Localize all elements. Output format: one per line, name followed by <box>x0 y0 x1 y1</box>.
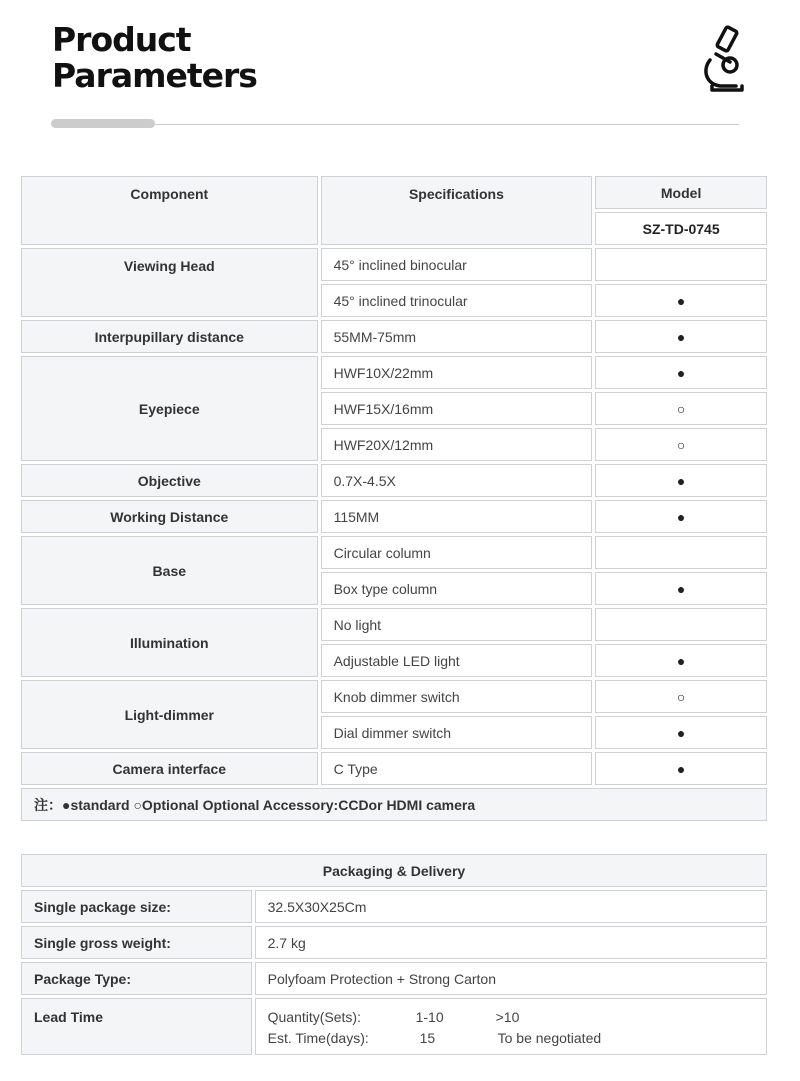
spec-cell: 55MM-75mm <box>321 320 593 353</box>
mark-cell <box>595 248 767 281</box>
mark-cell: ● <box>595 464 767 497</box>
spec-cell: HWF10X/22mm <box>321 356 593 389</box>
packaging-table <box>18 851 770 1058</box>
component-header: Component <box>21 176 318 245</box>
mark-cell: ● <box>595 284 767 317</box>
gross-weight-value: 2.7 kg <box>255 926 767 959</box>
quantity-label: Quantity(Sets): <box>267 1009 361 1025</box>
title-line-1: Product <box>52 20 191 59</box>
page-header <box>0 0 800 150</box>
spec-cell: 0.7X-4.5X <box>321 464 593 497</box>
est-time-2: To be negotiated <box>497 1030 602 1046</box>
package-size-label: Single package size: <box>21 890 252 923</box>
gross-weight-label: Single gross weight: <box>21 926 252 959</box>
row-label-illumination: Illumination <box>21 608 318 677</box>
spec-cell: Knob dimmer switch <box>321 680 593 713</box>
row-label-interpupillary: Interpupillary distance <box>21 320 318 353</box>
spec-cell: Box type column <box>321 572 593 605</box>
est-time-1: 15 <box>419 1030 436 1046</box>
spec-cell: No light <box>321 608 593 641</box>
model-name: SZ-TD-0745 <box>595 212 767 245</box>
spec-cell: 115MM <box>321 500 593 533</box>
spec-cell: C Type <box>321 752 593 785</box>
mark-cell: ● <box>595 500 767 533</box>
mark-cell <box>595 536 767 569</box>
est-time-label: Est. Time(days): <box>267 1030 369 1046</box>
row-label-eyepiece: Eyepiece <box>21 356 318 461</box>
row-label-viewing-head: Viewing Head <box>21 248 318 317</box>
page-title <box>52 22 257 94</box>
quantity-range-1: 1-10 <box>415 1009 444 1025</box>
spec-cell: HWF20X/12mm <box>321 428 593 461</box>
row-label-working-distance: Working Distance <box>21 500 318 533</box>
row-label-light-dimmer: Light-dimmer <box>21 680 318 749</box>
spec-cell: Dial dimmer switch <box>321 716 593 749</box>
divider-accent <box>51 119 155 128</box>
mark-cell: ● <box>595 752 767 785</box>
mark-cell: ● <box>595 320 767 353</box>
package-type-value: Polyfoam Protection + Strong Carton <box>255 962 767 995</box>
spec-cell: Adjustable LED light <box>321 644 593 677</box>
mark-cell: ○ <box>595 428 767 461</box>
specifications-header: Specifications <box>321 176 593 245</box>
mark-cell: ● <box>595 716 767 749</box>
row-label-objective: Objective <box>21 464 318 497</box>
package-type-label: Package Type: <box>21 962 252 995</box>
mark-cell: ● <box>595 356 767 389</box>
spec-cell: Circular column <box>321 536 593 569</box>
parameters-table <box>18 173 770 824</box>
mark-cell: ● <box>595 644 767 677</box>
model-header: Model <box>595 176 767 209</box>
packaging-title: Packaging & Delivery <box>21 854 767 887</box>
spec-cell: 45° inclined trinocular <box>321 284 593 317</box>
quantity-range-2: >10 <box>495 1009 520 1025</box>
legend-note: 注：●standard ○Optional Optional Accessory:CCDor HDMI camera <box>21 788 767 821</box>
mark-cell: ○ <box>595 392 767 425</box>
spec-cell: 45° inclined binocular <box>321 248 593 281</box>
mark-cell: ● <box>595 572 767 605</box>
mark-cell: ○ <box>595 680 767 713</box>
spec-cell: HWF15X/16mm <box>321 392 593 425</box>
package-size-value: 32.5X30X25Cm <box>255 890 767 923</box>
lead-time-label: Lead Time <box>21 998 252 1055</box>
row-label-base: Base <box>21 536 318 605</box>
lead-time-value <box>255 998 767 1055</box>
row-label-camera-interface: Camera interface <box>21 752 318 785</box>
microscope-icon <box>700 24 746 92</box>
title-line-2: Parameters <box>52 56 257 95</box>
mark-cell <box>595 608 767 641</box>
